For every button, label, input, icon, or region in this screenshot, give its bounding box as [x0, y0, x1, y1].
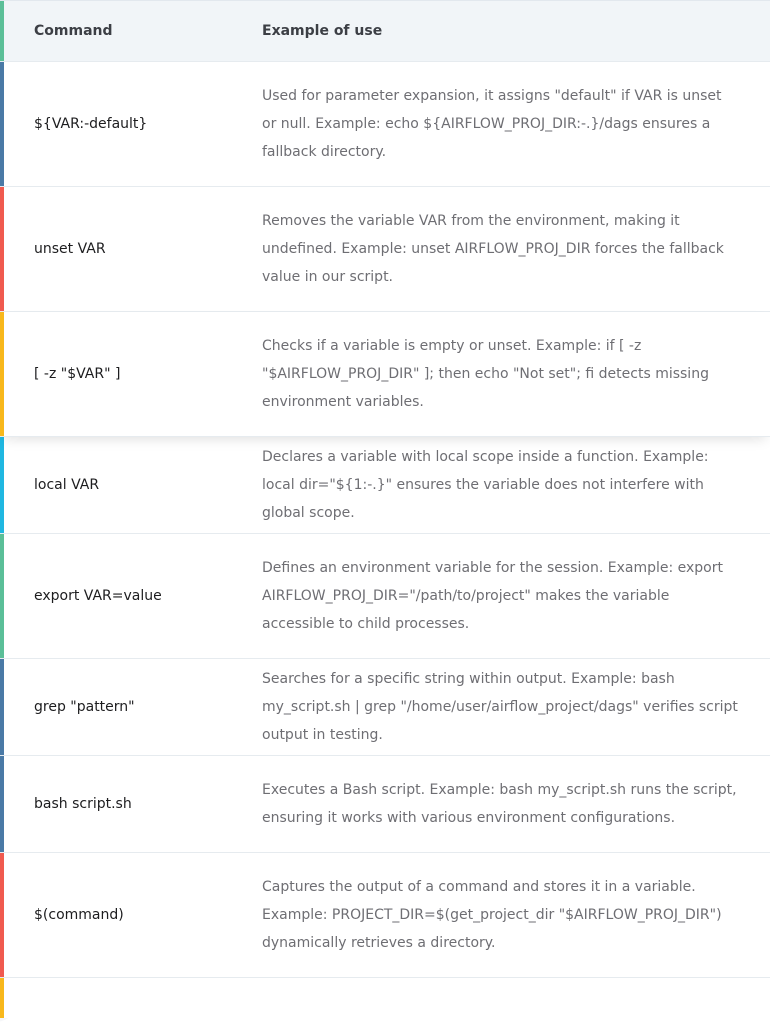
row-accent-bar: [0, 437, 4, 533]
command-cell: ${VAR:-default}: [34, 116, 148, 132]
table-row: [0, 756, 770, 853]
description-cell: Removes the variable VAR from the environment, making it undefined. Example: unset AIRFLOW_PROJ_DIR forces the fallback value in our script.: [262, 213, 724, 285]
row-accent-bar: [0, 187, 4, 311]
description-cell: Used for parameter expansion, it assigns "default" if VAR is unset or null. Example: echo ${AIRFLOW_PROJ_DIR:-.}/dags ensures a fallback directory.: [262, 88, 722, 160]
command-cell: unset VAR: [34, 241, 106, 257]
command-cell: export VAR=value: [34, 588, 162, 604]
row-accent-bar: [0, 978, 4, 1018]
command-cell: grep "pattern": [34, 699, 135, 715]
table-row: [0, 659, 770, 756]
description-cell: Checks if a variable is empty or unset. Example: if [ -z "$AIRFLOW_PROJ_DIR" ]; then echo "Not set"; fi detects missing environment variables.: [262, 338, 709, 410]
table-header: [0, 0, 770, 62]
row-accent-bar: [0, 756, 4, 852]
table-row: [0, 534, 770, 659]
table-row: [0, 312, 770, 437]
table-row: [0, 978, 770, 1018]
table-row: [0, 62, 770, 187]
description-cell: Captures the output of a command and stores it in a variable. Example: PROJECT_DIR=$(get_project_dir "$AIRFLOW_PROJ_DIR") dynamically retrieves a directory.: [262, 879, 722, 951]
description-cell: Executes a Bash script. Example: bash my_script.sh runs the script, ensuring it works with various environment configurations.: [262, 782, 737, 826]
row-accent-bar: [0, 1, 4, 61]
row-accent-bar: [0, 312, 4, 436]
row-accent-bar: [0, 853, 4, 977]
row-accent-bar: [0, 62, 4, 186]
row-accent-bar: [0, 659, 4, 755]
table-row: [0, 437, 770, 534]
column-header-example: Example of use: [262, 23, 383, 39]
description-cell: Declares a variable with local scope inside a function. Example: local dir="${1:-.}" ensures the variable does not interfere with global scope.: [262, 449, 709, 521]
table-row: [0, 187, 770, 312]
command-cell: bash script.sh: [34, 796, 132, 812]
row-accent-bar: [0, 534, 4, 658]
command-cell: local VAR: [34, 477, 100, 493]
command-cell: [ -z "$VAR" ]: [34, 366, 121, 382]
description-cell: Searches for a specific string within output. Example: bash my_script.sh | grep "/home/user/airflow_project/dags" verifies script output in testing.: [262, 671, 738, 743]
description-cell: Defines an environment variable for the session. Example: export AIRFLOW_PROJ_DIR="/path/to/project" makes the variable accessible to child processes.: [262, 560, 723, 632]
column-header-command: Command: [34, 23, 113, 39]
command-cell: $(command): [34, 907, 124, 923]
table-row: [0, 853, 770, 978]
